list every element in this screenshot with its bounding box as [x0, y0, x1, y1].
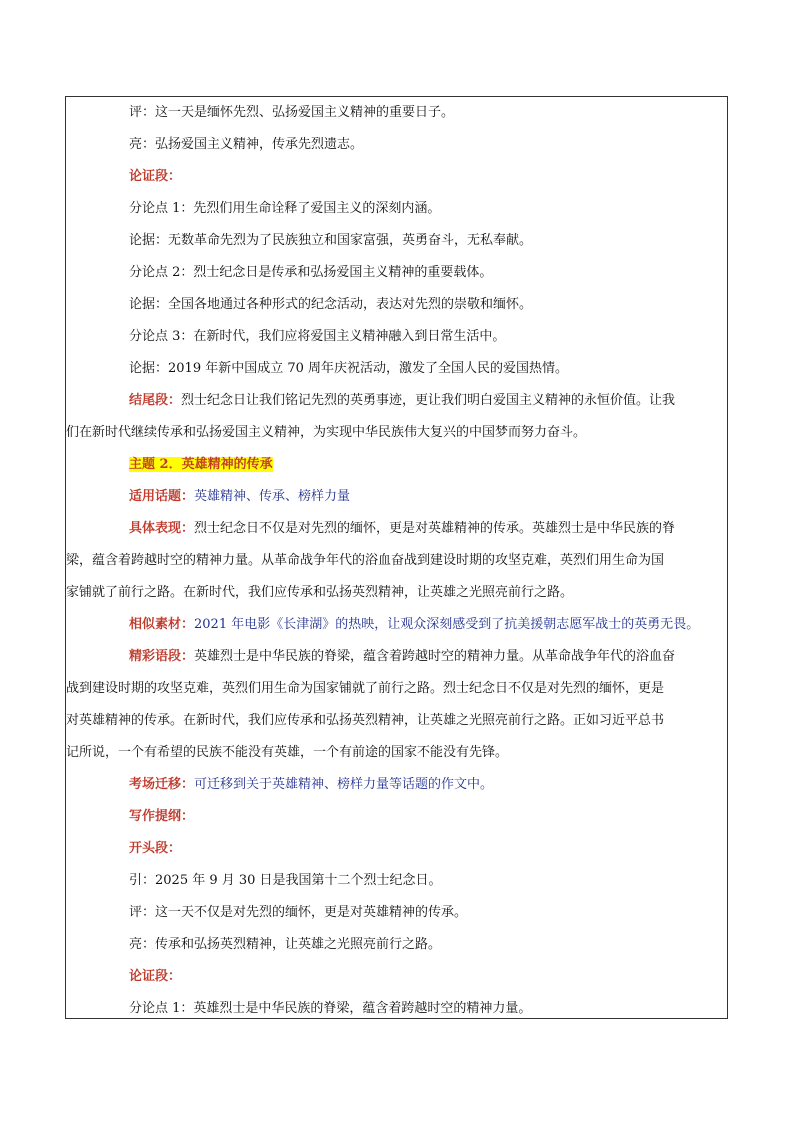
similar-value: 2021 年电影《长津湖》的热映，让观众深刻感受到了抗美援朝志愿军战士的英勇无畏。 — [194, 617, 700, 632]
evidence-3: 论据：2019 年新中国成立 70 周年庆祝活动，激发了全国人民的爱国热情。 — [129, 361, 569, 376]
topic-2-title — [129, 457, 273, 473]
evidence-2: 论据：全国各地通过各种形式的纪念活动，表达对先烈的崇敬和缅怀。 — [129, 297, 533, 312]
performance-line1 — [129, 521, 675, 537]
opening-label: 开头段： — [129, 841, 182, 856]
outline-label: 写作提纲： — [129, 809, 195, 824]
opening-ping: 评：这一天不仅是对先烈的缅怀，更是对英雄精神的传承。 — [129, 905, 468, 920]
opening-yin: 引：2025 年 9 月 30 日是我国第十二个烈士纪念日。 — [129, 873, 442, 888]
exam-transfer — [129, 777, 493, 793]
similar-material — [129, 617, 699, 633]
excerpt-text-4: 记所说，一个有希望的民族不能没有英雄，一个有前途的国家不能没有先锋。 — [66, 745, 509, 760]
excerpt-label: 精彩语段： — [129, 649, 195, 664]
excerpt-text-2: 战到建设时期的攻坚克难，英烈们用生命为国家铺就了前行之路。烈士纪念日不仅是对先烈的缅怀，更是 — [66, 681, 665, 696]
ending-label: 结尾段： — [129, 393, 182, 408]
excerpt-line1 — [129, 649, 675, 665]
performance-label: 具体表现： — [129, 521, 195, 536]
transfer-label: 考场迁移： — [129, 777, 195, 792]
opening-liang: 亮：传承和弘扬英烈精神，让英雄之光照亮前行之路。 — [129, 937, 442, 952]
ending-paragraph-line1 — [129, 393, 675, 409]
highlight-line-1: 亮：弘扬爱国主义精神，传承先烈遗志。 — [129, 137, 364, 152]
excerpt-text-1: 英雄烈士是中华民族的脊梁，蕴含着跨越时空的精神力量。从革命战争年代的浴血奋 — [194, 649, 676, 664]
topic-2-title-text: 主题 2．英雄精神的传承 — [129, 457, 273, 472]
sub-point-3: 分论点 3：在新时代，我们应将爱国主义精神融入到日常生活中。 — [129, 329, 506, 344]
applicable-topics — [129, 489, 350, 505]
performance-text-2: 梁，蕴含着跨越时空的精神力量。从革命战争年代的浴血奋战到建设时期的攻坚克难，英烈们用生命为国 — [66, 553, 665, 568]
topic2-sub-point-1: 分论点 1：英雄烈士是中华民族的脊梁，蕴含着跨越时空的精神力量。 — [129, 1001, 532, 1016]
sub-point-2: 分论点 2：烈士纪念日是传承和弘扬爱国主义精神的重要载体。 — [129, 265, 493, 280]
ending-text-1: 烈士纪念日让我们铭记先烈的英勇事迹，更让我们明白爱国主义精神的永恒价值。让我 — [181, 393, 676, 408]
topics-label: 适用话题： — [129, 489, 195, 504]
argument-heading-2: 论证段： — [129, 969, 182, 984]
performance-text-1: 烈士纪念日不仅是对先烈的缅怀，更是对英雄精神的传承。英雄烈士是中华民族的脊 — [194, 521, 676, 536]
evidence-1: 论据：无数革命先烈为了民族独立和国家富强，英勇奋斗，无私奉献。 — [129, 233, 533, 248]
excerpt-text-3: 对英雄精神的传承。在新时代，我们应传承和弘扬英烈精神，让英雄之光照亮前行之路。正如习近平总书 — [66, 713, 665, 728]
argument-heading-1: 论证段： — [129, 169, 182, 184]
performance-text-3: 家铺就了前行之路。在新时代，我们应传承和弘扬英烈精神，让英雄之光照亮前行之路。 — [66, 585, 574, 600]
sub-point-1: 分论点 1：先烈们用生命诠释了爱国主义的深刻内涵。 — [129, 201, 441, 216]
transfer-value: 可迁移到关于英雄精神、榜样力量等话题的作文中。 — [194, 777, 494, 792]
comment-line-1: 评：这一天是缅怀先烈、弘扬爱国主义精神的重要日子。 — [129, 105, 455, 120]
topics-value: 英雄精神、传承、榜样力量 — [194, 489, 351, 504]
ending-text-2: 们在新时代继续传承和弘扬爱国主义精神，为实现中华民族伟大复兴的中国梦而努力奋斗。 — [66, 425, 587, 440]
similar-label: 相似素材： — [129, 617, 195, 632]
